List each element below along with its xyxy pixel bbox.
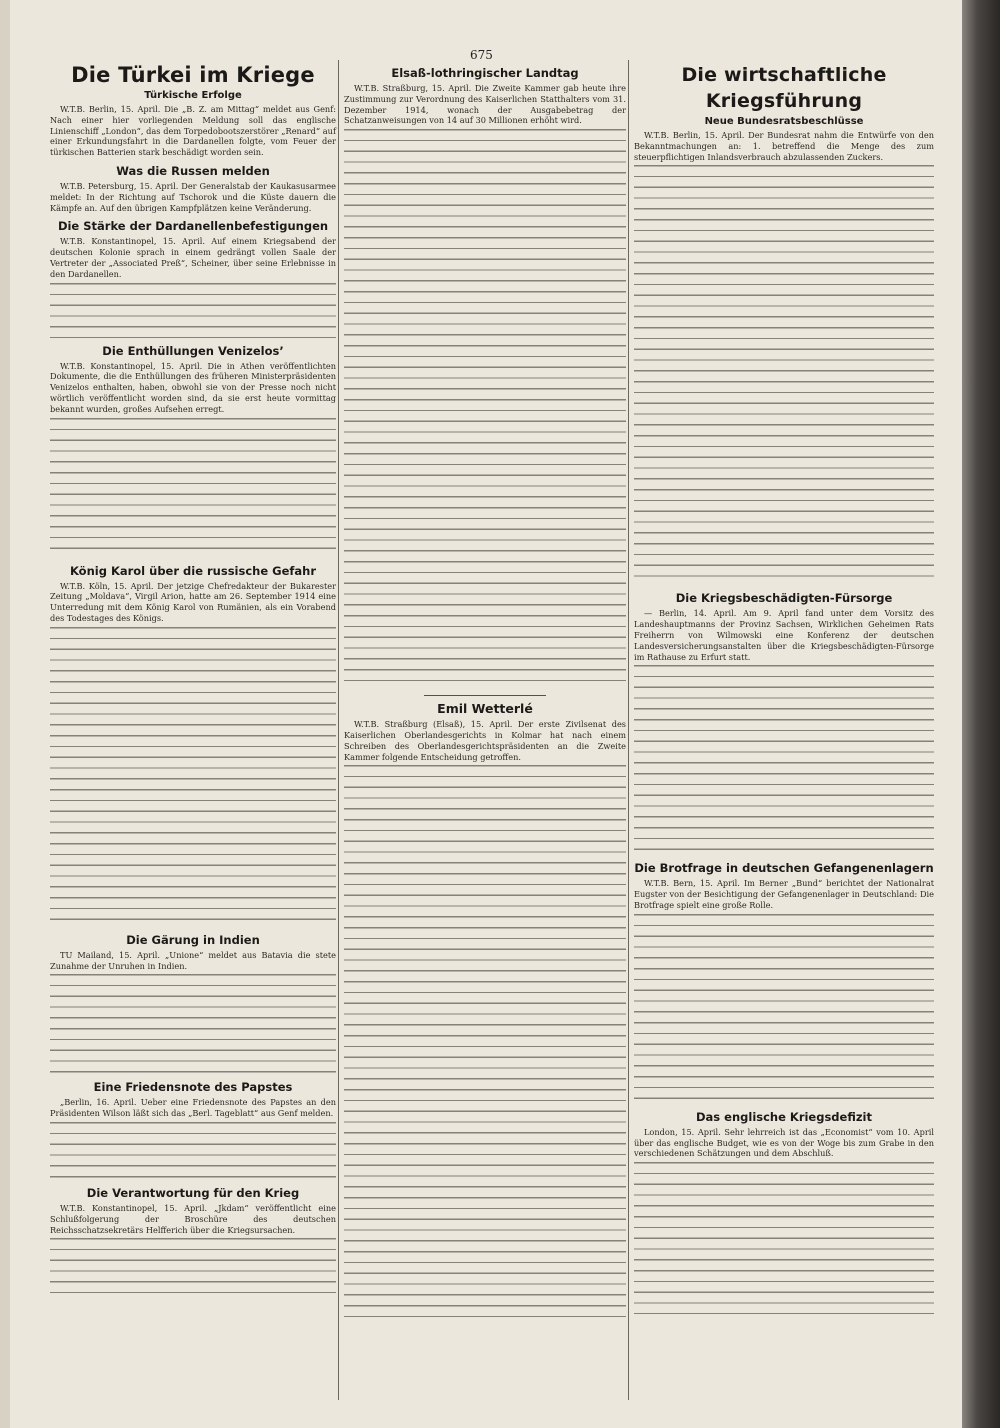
subhead-tuerkische-erfolge: Türkische Erfolge [144, 90, 242, 101]
column-middle [344, 62, 626, 1325]
subhead-brotfrage: Die Brotfrage in deutschen Gefangenenlagern [634, 861, 934, 876]
article-body-lines [634, 665, 934, 855]
column-right [634, 62, 934, 1314]
article-body-lines [50, 1122, 336, 1180]
article-lead: W.T.B. Köln, 15. April. Der jetzige Chefredakteur der Bukarester Zeitung „Moldava“, Virgil Arion, hatte am 26. September 1914 eine Unterredung mit dem König Karol von Rumänien, als ein Vorabend des Todestages des Königs. [50, 580, 336, 623]
headline-tuerkei: Die Türkei im Kriege [71, 63, 315, 87]
article-lead: W.T.B. Konstantinopel, 15. April. „Jkdam“ veröffentlicht eine Schlußfolgerung der Broschüre des deutschen Reichsschatzsekretärs Helfferich über die Kriegsursachen. [50, 1202, 336, 1235]
article-body-lines [50, 418, 336, 558]
article-body-lines [50, 1238, 336, 1293]
article-body-lines [344, 129, 626, 689]
article-body-lines [50, 627, 336, 927]
headline-wetterle: Emil Wetterlé [437, 701, 533, 717]
subhead-indien: Die Gärung in Indien [126, 932, 260, 947]
article-body-lines [634, 165, 934, 585]
column-divider [338, 60, 339, 1400]
page-number: 675 [470, 48, 493, 62]
article-body-lines [344, 765, 626, 1325]
newspaper-page [10, 0, 962, 1428]
article-lead: „Berlin, 16. April. Ueber eine Friedensnote des Papstes an den Präsidenten Wilson läßt sich das „Berl. Tageblatt“ aus Genf melden. [50, 1097, 336, 1119]
subhead-russen-melden: Was die Russen melden [116, 163, 270, 178]
article-body-lines [634, 1162, 934, 1314]
article-lead: W.T.B. Straßburg, 15. April. Die Zweite Kammer gab heute ihre Zustimmung zur Verordnung des Kaiserlichen Statthalters vom 31. Dezember 1914, wonach der Ausgabebetrag der Schatzanweisungen von 14 auf 30 Millionen erhöht wird. [344, 83, 626, 126]
article-lead: TU Mailand, 15. April. „Unione“ meldet aus Batavia die stete Zunahme der Unruhen in Indien. [50, 949, 336, 971]
subhead-kriegsdefizit: Das englische Kriegsdefizit [696, 1109, 872, 1124]
adjacent-page-edge [962, 0, 1000, 1428]
article-lead: W.T.B. Petersburg, 15. April. Der Generalstab der Kaukasusarmee meldet: In der Richtung auf Tschorok und die Küste dauern die Kämpfe an. Auf den übrigen Kampfplätzen keine Veränderung. [50, 180, 336, 213]
subhead-verantwortung: Die Verantwortung für den Krieg [86, 1185, 300, 1200]
page-binding [0, 0, 10, 1428]
subhead-bundesrat: Neue Bundesratsbeschlüsse [704, 116, 864, 127]
subhead-venizelos: Die Enthüllungen Venizelos’ [102, 343, 284, 358]
subhead-dardanellen: Die Stärke der Dardanellenbefestigungen [57, 219, 329, 234]
column-left [50, 62, 336, 1293]
article-lead: W.T.B. Berlin, 15. April. Der Bundesrat nahm die Entwürfe von den Bekanntmachungen an: 1. betreffend die Menge des zum steuerpflichtigen Inlandsverbrauch abzulassenden Zuckers. [634, 130, 934, 162]
subhead-koenig-karol: König Karol über die russische Gefahr [69, 563, 317, 578]
article-lead: — Berlin, 14. April. Am 9. April fand unter dem Vorsitz des Landeshauptmanns der Provinz Sachsen, Wirklichen Geheimen Rats Freiherrn von Wilmowski eine Konferenz der deutschen Landesversicherungsanstalten über die Kriegsbeschädigten-Fürsorge im Rathause zu Erfurt statt. [634, 608, 934, 662]
headline-kriegsfuehrung: Die wirtschaftliche Kriegsführung [681, 64, 887, 112]
article-body-lines [634, 914, 934, 1104]
article-lead: W.T.B. Berlin, 15. April. Die „B. Z. am Mittag“ meldet aus Genf: Nach einer hier vorliegenden Meldung soll das englische Linienschiff „London“, das dem Torpedobootszerstörer „Renard“ auf einer Erkundungsfahrt in die Dardanellen folgte, vom Feuer der türkischen Batterien stark beschädigt worden sein. [50, 104, 336, 158]
article-lead: W.T.B. Bern, 15. April. Im Berner „Bund“ berichtet der Nationalrat Eugster von der Besichtigung der Gefangenenlager in Deutschland: Die Brotfrage spielt eine große Rolle. [634, 878, 934, 910]
section-rule [424, 695, 546, 696]
article-lead: W.T.B. Konstantinopel, 15. April. Die in Athen veröffentlichten Dokumente, die die Enthüllungen des früheren Ministerpräsidenten Venizelos enthalten, haben, obwohl sie von der Presse noch nicht wörtlich veröffentlicht worden sind, da sie erst heute vormittag bekannt wurden, großes Aufsehen erregt. [50, 360, 336, 414]
article-body-lines [50, 974, 336, 1074]
article-body-lines [50, 283, 336, 338]
subhead-kriegsbeschaedigte: Die Kriegsbeschädigten-Fürsorge [675, 591, 893, 606]
article-lead: W.T.B. Straßburg (Elsaß), 15. April. Der erste Zivilsenat des Kaiserlichen Oberlandesgerichts in Kolmar hat nach einem Schreiben des Oberlandesgerichtspräsidenten an die Zweite Kammer folgende Entscheidung getroffen. [344, 719, 626, 762]
headline-landtag: Elsaß-lothringischer Landtag [391, 66, 579, 80]
article-lead: W.T.B. Konstantinopel, 15. April. Auf einem Kriegsabend der deutschen Kolonie sprach in einem gedrängt vollen Saale der Vertreter der „Associated Preß“, Scheiner, über seine Erlebnisse in den Dardanellen. [50, 236, 336, 279]
subhead-friedensnote: Eine Friedensnote des Papstes [93, 1080, 293, 1095]
article-lead: London, 15. April. Sehr lehrreich ist das „Economist“ vom 10. April über das englische Budget, wie es von der Woge bis zum Grabe in den verschiedenen Schätzungen und dem Abschluß. [634, 1126, 934, 1159]
column-divider [628, 60, 629, 1400]
